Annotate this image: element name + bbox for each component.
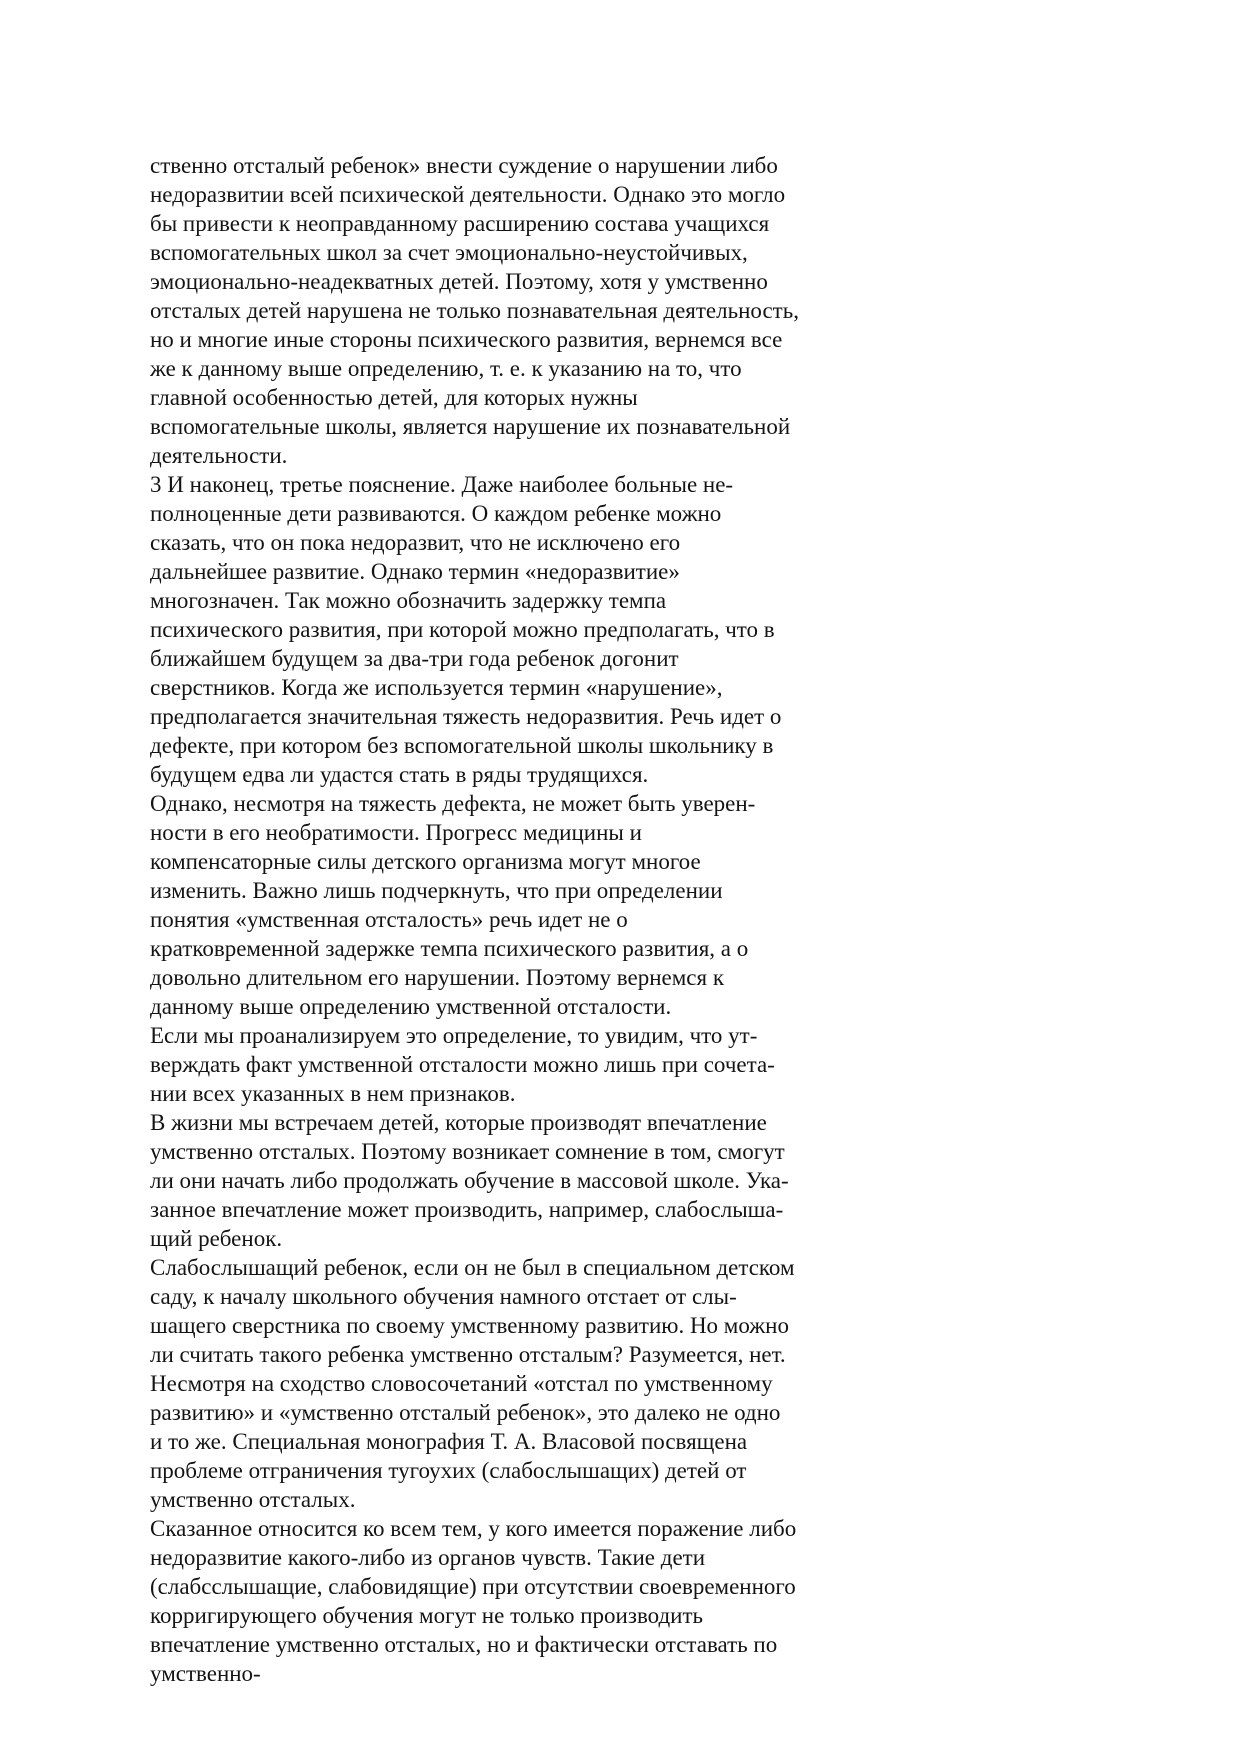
text-line: верждать факт умственной отсталости можно лишь при сочета- — [150, 1052, 775, 1077]
body-text — [150, 151, 910, 1688]
text-line: недоразвитии всей психической деятельности. Однако это могло — [150, 182, 786, 207]
text-line: но и многие иные стороны психического развития, вернемся все — [150, 327, 783, 352]
text-line: шащего сверстника по своему умственному развитию. Но можно — [150, 1313, 789, 1338]
text-line: предполагается значительная тяжесть недоразвития. Речь идет о — [150, 704, 782, 729]
text-line: ли они начать либо продолжать обучение в массовой школе. Ука- — [150, 1168, 789, 1193]
text-line: корригирующего обучения могут не только производить — [150, 1603, 704, 1628]
text-line: дальнейшее развитие. Однако термин «недоразвитие» — [150, 559, 680, 584]
text-line: компенсаторные силы детского организма могут многое — [150, 849, 701, 874]
text-line: щий ребенок. — [150, 1226, 283, 1251]
text-line: умственно отсталых. — [150, 1487, 356, 1512]
text-line: (слабсслышащие, слабовидящие) при отсутствии своевременного — [150, 1574, 796, 1599]
text-line: бы привести к неоправданному расширению состава учащихся — [150, 211, 770, 236]
text-line: деятельности. — [150, 443, 288, 468]
text-line: недоразвитие какого-либо из органов чувств. Такие дети — [150, 1545, 706, 1570]
text-line: сказать, что он пока недоразвит, что не исключено его — [150, 530, 681, 555]
text-line: развитию» и «умственно отсталый ребенок», это далеко не одно — [150, 1400, 781, 1425]
text-line: ли считать такого ребенка умственно отсталым? Разумеется, нет. — [150, 1342, 786, 1367]
text-line: дефекте, при котором без вспомогательной школы школьнику в — [150, 733, 774, 758]
text-line: занное впечатление может производить, например, слабослыша- — [150, 1197, 784, 1222]
text-line: многозначен. Так можно обозначить задержку темпа — [150, 588, 667, 613]
text-line: ственно отсталый ребенок» внести суждение о нарушении либо — [150, 153, 778, 178]
text-line: кратковременной задержке темпа психического развития, а о — [150, 936, 749, 961]
text-line: довольно длительном его нарушении. Поэтому вернемся к — [150, 965, 724, 990]
text-line: вспомогательных школ за счет эмоционально-неустойчивых, — [150, 240, 748, 265]
text-line: изменить. Важно лишь подчеркнуть, что при определении — [150, 878, 723, 903]
text-line: данному выше определению умственной отсталости. — [150, 994, 672, 1019]
text-line: отсталых детей нарушена не только познавательная деятельность, — [150, 298, 799, 323]
text-line: полноценные дети развиваются. О каждом ребенке можно — [150, 501, 722, 526]
text-line: впечатление умственно отсталых, но и фактически отставать по — [150, 1632, 778, 1657]
text-line: В жизни мы встречаем детей, которые производят впечатление — [150, 1110, 767, 1135]
text-line: Несмотря на сходство словосочетаний «отстал по умственному — [150, 1371, 773, 1396]
text-line: умственно отсталых. Поэтому возникает сомнение в том, смогут — [150, 1139, 785, 1164]
text-line: 3 И наконец, третье пояснение. Даже наиболее больные не- — [150, 472, 734, 497]
text-line: же к данному выше определению, т. е. к указанию на то, что — [150, 356, 742, 381]
text-line: будущем едва ли удастся стать в ряды трудящихся. — [150, 762, 649, 787]
text-line: и то же. Специальная монография Т. А. Власовой посвящена — [150, 1429, 748, 1454]
document-page — [150, 151, 910, 1688]
text-line: вспомогательные школы, является нарушение их познавательной — [150, 414, 791, 439]
text-line: сверстников. Когда же используется термин «нарушение», — [150, 675, 723, 700]
text-line: нии всех указанных в нем признаков. — [150, 1081, 516, 1106]
text-line: понятия «умственная отсталость» речь идет не о — [150, 907, 628, 932]
text-line: Сказанное относится ко всем тем, у кого имеется поражение либо — [150, 1516, 797, 1541]
text-line: саду, к началу школьного обучения намного отстает от слы- — [150, 1284, 737, 1309]
text-line: главной особенностью детей, для которых нужны — [150, 385, 638, 410]
text-line: Если мы проанализируем это определение, то увидим, что ут- — [150, 1023, 758, 1048]
text-line: умственно- — [150, 1661, 261, 1686]
text-line: Слабослышащий ребенок, если он не был в специальном детском — [150, 1255, 795, 1280]
text-line: ближайшем будущем за два-три года ребенок догонит — [150, 646, 679, 671]
text-line: ности в его необратимости. Прогресс медицины и — [150, 820, 642, 845]
text-line: Однако, несмотря на тяжесть дефекта, не может быть уверен- — [150, 791, 756, 816]
text-line: психического развития, при которой можно предполагать, что в — [150, 617, 775, 642]
text-line: эмоционально-неадекватных детей. Поэтому, хотя у умственно — [150, 269, 768, 294]
text-line: проблеме отграничения тугоухих (слабослышащих) детей от — [150, 1458, 747, 1483]
